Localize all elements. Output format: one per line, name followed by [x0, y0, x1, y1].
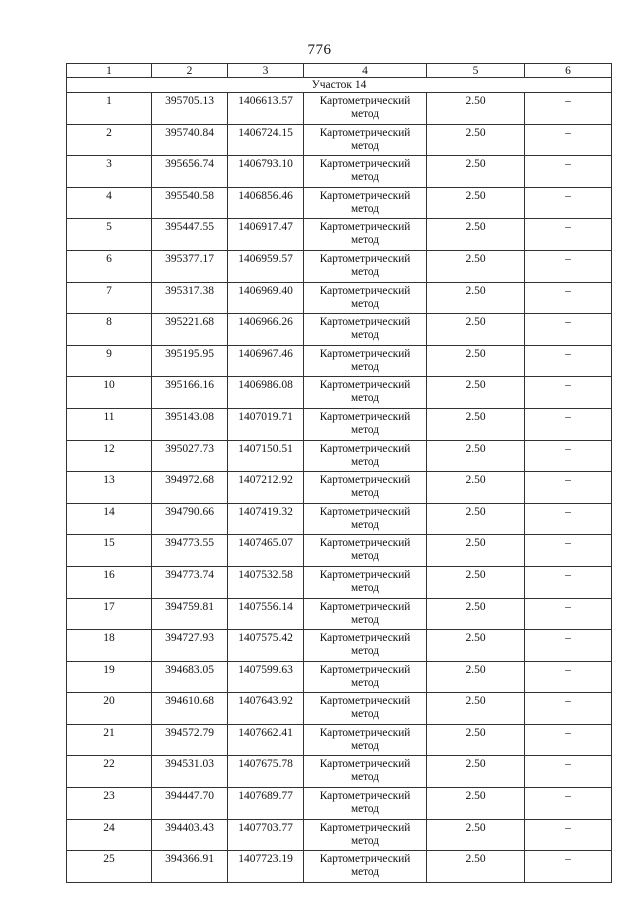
method-cell [304, 661, 427, 693]
method-line-1: Картометрический [319, 347, 411, 360]
table-row [67, 187, 612, 219]
note-cell: – [525, 282, 612, 314]
table-row [67, 156, 612, 188]
note-cell: – [525, 408, 612, 440]
accuracy-cell: 2.50 [427, 377, 525, 409]
method-cell [304, 219, 427, 251]
point-number-cell: 4 [67, 187, 152, 219]
note-cell: – [525, 566, 612, 598]
y-coordinate-cell: 1406917.47 [228, 219, 304, 251]
note-cell: – [525, 377, 612, 409]
table-row [67, 598, 612, 630]
point-number-cell: 10 [67, 377, 152, 409]
point-number-cell: 23 [67, 788, 152, 820]
y-coordinate-cell: 1407599.63 [228, 661, 304, 693]
column-header: 1 [67, 64, 152, 78]
column-header: 3 [228, 64, 304, 78]
method-line-2: метод [350, 455, 380, 468]
method-cell [304, 788, 427, 820]
accuracy-cell: 2.50 [427, 440, 525, 472]
method-line-2: метод [350, 771, 380, 784]
point-number-cell: 19 [67, 661, 152, 693]
method-line-1: Картометрический [319, 158, 411, 171]
y-coordinate-cell: 1407662.41 [228, 724, 304, 756]
method-cell [304, 314, 427, 346]
section-title-row [67, 78, 612, 93]
column-header: 6 [525, 64, 612, 78]
accuracy-cell: 2.50 [427, 724, 525, 756]
table-row [67, 377, 612, 409]
point-number-cell: 24 [67, 819, 152, 851]
note-cell: – [525, 93, 612, 125]
point-number-cell: 2 [67, 124, 152, 156]
method-line-1: Картометрический [319, 758, 411, 771]
y-coordinate-cell: 1407703.77 [228, 819, 304, 851]
accuracy-cell: 2.50 [427, 503, 525, 535]
point-number-cell: 6 [67, 250, 152, 282]
note-cell: – [525, 693, 612, 725]
note-cell: – [525, 472, 612, 504]
accuracy-cell: 2.50 [427, 693, 525, 725]
x-coordinate-cell: 394610.68 [152, 693, 228, 725]
method-cell [304, 440, 427, 472]
note-cell: – [525, 345, 612, 377]
note-cell: – [525, 598, 612, 630]
point-number-cell: 8 [67, 314, 152, 346]
method-line-1: Картометрический [319, 726, 411, 739]
table-row [67, 851, 612, 883]
table-row [67, 93, 612, 125]
y-coordinate-cell: 1407419.32 [228, 503, 304, 535]
method-line-1: Картометрический [319, 600, 411, 613]
method-line-2: метод [350, 392, 380, 405]
table-row [67, 124, 612, 156]
point-number-cell: 11 [67, 408, 152, 440]
method-line-2: метод [350, 360, 380, 373]
note-cell: – [525, 756, 612, 788]
method-line-1: Картометрический [319, 474, 411, 487]
method-cell [304, 156, 427, 188]
table-row [67, 345, 612, 377]
method-cell [304, 851, 427, 883]
x-coordinate-cell: 395377.17 [152, 250, 228, 282]
y-coordinate-cell: 1407689.77 [228, 788, 304, 820]
method-line-2: метод [350, 171, 380, 184]
y-coordinate-cell: 1406967.46 [228, 345, 304, 377]
method-line-2: метод [350, 866, 380, 879]
x-coordinate-cell: 394773.55 [152, 535, 228, 567]
method-line-2: метод [350, 108, 380, 120]
point-number-cell: 22 [67, 756, 152, 788]
y-coordinate-cell: 1406959.57 [228, 250, 304, 282]
method-line-1: Картометрический [319, 695, 411, 708]
method-line-1: Картометрический [319, 632, 411, 645]
method-cell [304, 693, 427, 725]
x-coordinate-cell: 394447.70 [152, 788, 228, 820]
point-number-cell: 20 [67, 693, 152, 725]
method-line-2: метод [350, 234, 380, 247]
method-line-1: Картометрический [319, 442, 411, 455]
x-coordinate-cell: 395705.13 [152, 93, 228, 125]
method-cell [304, 345, 427, 377]
y-coordinate-cell: 1407212.92 [228, 472, 304, 504]
method-cell [304, 630, 427, 662]
page-number: 776 [307, 42, 332, 58]
y-coordinate-cell: 1407643.92 [228, 693, 304, 725]
method-line-2: метод [350, 739, 380, 752]
x-coordinate-cell: 394683.05 [152, 661, 228, 693]
method-cell [304, 756, 427, 788]
method-cell [304, 282, 427, 314]
x-coordinate-cell: 394403.43 [152, 819, 228, 851]
column-header: 5 [427, 64, 525, 78]
point-number-cell: 1 [67, 93, 152, 125]
method-line-1: Картометрический [319, 95, 411, 107]
method-line-2: метод [350, 803, 380, 816]
y-coordinate-cell: 1407723.19 [228, 851, 304, 883]
table-row [67, 472, 612, 504]
note-cell: – [525, 156, 612, 188]
point-number-cell: 15 [67, 535, 152, 567]
x-coordinate-cell: 395740.84 [152, 124, 228, 156]
y-coordinate-cell: 1406986.08 [228, 377, 304, 409]
note-cell: – [525, 440, 612, 472]
method-line-1: Картометрический [319, 189, 411, 202]
note-cell: – [525, 819, 612, 851]
method-line-1: Картометрический [319, 316, 411, 329]
note-cell: – [525, 724, 612, 756]
accuracy-cell: 2.50 [427, 819, 525, 851]
accuracy-cell: 2.50 [427, 408, 525, 440]
x-coordinate-cell: 395166.16 [152, 377, 228, 409]
note-cell: – [525, 187, 612, 219]
accuracy-cell: 2.50 [427, 535, 525, 567]
method-line-2: метод [350, 581, 380, 594]
method-line-2: метод [350, 613, 380, 626]
y-coordinate-cell: 1407675.78 [228, 756, 304, 788]
table-row [67, 724, 612, 756]
point-number-cell: 7 [67, 282, 152, 314]
method-line-2: метод [350, 139, 380, 152]
method-line-2: метод [350, 202, 380, 215]
method-line-2: метод [350, 708, 380, 721]
accuracy-cell: 2.50 [427, 598, 525, 630]
point-number-cell: 17 [67, 598, 152, 630]
y-coordinate-cell: 1407556.14 [228, 598, 304, 630]
y-coordinate-cell: 1407575.42 [228, 630, 304, 662]
accuracy-cell: 2.50 [427, 345, 525, 377]
note-cell: – [525, 630, 612, 662]
method-cell [304, 124, 427, 156]
accuracy-cell: 2.50 [427, 250, 525, 282]
table-row [67, 630, 612, 662]
table-row [67, 788, 612, 820]
table-row [67, 503, 612, 535]
method-line-2: метод [350, 423, 380, 436]
accuracy-cell: 2.50 [427, 124, 525, 156]
method-cell [304, 250, 427, 282]
table-row [67, 756, 612, 788]
point-number-cell: 5 [67, 219, 152, 251]
accuracy-cell: 2.50 [427, 472, 525, 504]
y-coordinate-cell: 1406856.46 [228, 187, 304, 219]
note-cell: – [525, 661, 612, 693]
method-line-2: метод [350, 518, 380, 531]
accuracy-cell: 2.50 [427, 156, 525, 188]
point-number-cell: 18 [67, 630, 152, 662]
y-coordinate-cell: 1406793.10 [228, 156, 304, 188]
x-coordinate-cell: 394727.93 [152, 630, 228, 662]
y-coordinate-cell: 1407465.07 [228, 535, 304, 567]
y-coordinate-cell: 1407150.51 [228, 440, 304, 472]
method-cell [304, 408, 427, 440]
point-number-cell: 21 [67, 724, 152, 756]
method-line-1: Картометрический [319, 663, 411, 676]
note-cell: – [525, 788, 612, 820]
point-number-cell: 9 [67, 345, 152, 377]
x-coordinate-cell: 394572.79 [152, 724, 228, 756]
method-line-1: Картометрический [319, 568, 411, 581]
x-coordinate-cell: 394531.03 [152, 756, 228, 788]
method-line-1: Картометрический [319, 505, 411, 518]
point-number-cell: 25 [67, 851, 152, 883]
method-line-2: метод [350, 550, 380, 563]
method-line-1: Картометрический [319, 252, 411, 265]
note-cell: – [525, 250, 612, 282]
table-row [67, 819, 612, 851]
note-cell: – [525, 535, 612, 567]
x-coordinate-cell: 395221.68 [152, 314, 228, 346]
method-line-2: метод [350, 297, 380, 310]
note-cell: – [525, 314, 612, 346]
accuracy-cell: 2.50 [427, 187, 525, 219]
method-cell [304, 819, 427, 851]
method-line-1: Картометрический [319, 284, 411, 297]
note-cell: – [525, 124, 612, 156]
note-cell: – [525, 851, 612, 883]
table-row [67, 282, 612, 314]
method-line-2: метод [350, 834, 380, 847]
table-row [67, 219, 612, 251]
method-line-2: метод [350, 645, 380, 658]
x-coordinate-cell: 395317.38 [152, 282, 228, 314]
table-row [67, 408, 612, 440]
table-row [67, 566, 612, 598]
x-coordinate-cell: 395447.55 [152, 219, 228, 251]
method-line-1: Картометрический [319, 410, 411, 423]
accuracy-cell: 2.50 [427, 566, 525, 598]
y-coordinate-cell: 1407019.71 [228, 408, 304, 440]
y-coordinate-cell: 1406969.40 [228, 282, 304, 314]
method-line-2: метод [350, 329, 380, 342]
x-coordinate-cell: 394366.91 [152, 851, 228, 883]
method-cell [304, 598, 427, 630]
method-cell [304, 93, 427, 125]
accuracy-cell: 2.50 [427, 282, 525, 314]
table-row [67, 661, 612, 693]
coordinates-table [66, 63, 612, 883]
point-number-cell: 3 [67, 156, 152, 188]
x-coordinate-cell: 395656.74 [152, 156, 228, 188]
table-row [67, 535, 612, 567]
method-line-1: Картометрический [319, 221, 411, 234]
point-number-cell: 14 [67, 503, 152, 535]
column-header: 4 [304, 64, 427, 78]
x-coordinate-cell: 395195.95 [152, 345, 228, 377]
note-cell: – [525, 503, 612, 535]
method-cell [304, 472, 427, 504]
method-cell [304, 377, 427, 409]
method-line-1: Картометрический [319, 126, 411, 139]
section-title: Участок 14 [67, 78, 612, 93]
table-row [67, 314, 612, 346]
x-coordinate-cell: 394972.68 [152, 472, 228, 504]
accuracy-cell: 2.50 [427, 756, 525, 788]
y-coordinate-cell: 1406724.15 [228, 124, 304, 156]
point-number-cell: 16 [67, 566, 152, 598]
accuracy-cell: 2.50 [427, 219, 525, 251]
method-line-2: метод [350, 487, 380, 500]
method-cell [304, 724, 427, 756]
method-line-1: Картометрический [319, 821, 411, 834]
x-coordinate-cell: 394790.66 [152, 503, 228, 535]
method-line-2: метод [350, 265, 380, 278]
method-line-1: Картометрический [319, 790, 411, 803]
x-coordinate-cell: 395143.08 [152, 408, 228, 440]
y-coordinate-cell: 1407532.58 [228, 566, 304, 598]
x-coordinate-cell: 395540.58 [152, 187, 228, 219]
method-cell [304, 503, 427, 535]
column-header-row [67, 64, 612, 78]
table-row [67, 693, 612, 725]
x-coordinate-cell: 394773.74 [152, 566, 228, 598]
note-cell: – [525, 219, 612, 251]
accuracy-cell: 2.50 [427, 93, 525, 125]
point-number-cell: 13 [67, 472, 152, 504]
point-number-cell: 12 [67, 440, 152, 472]
y-coordinate-cell: 1406613.57 [228, 93, 304, 125]
y-coordinate-cell: 1406966.26 [228, 314, 304, 346]
x-coordinate-cell: 395027.73 [152, 440, 228, 472]
accuracy-cell: 2.50 [427, 661, 525, 693]
table-row [67, 250, 612, 282]
method-cell [304, 535, 427, 567]
column-header: 2 [152, 64, 228, 78]
method-line-1: Картометрический [319, 537, 411, 550]
table-row [67, 440, 612, 472]
method-cell [304, 566, 427, 598]
method-cell [304, 187, 427, 219]
accuracy-cell: 2.50 [427, 851, 525, 883]
accuracy-cell: 2.50 [427, 788, 525, 820]
method-line-2: метод [350, 676, 380, 689]
accuracy-cell: 2.50 [427, 630, 525, 662]
method-line-1: Картометрический [319, 379, 411, 392]
accuracy-cell: 2.50 [427, 314, 525, 346]
x-coordinate-cell: 394759.81 [152, 598, 228, 630]
method-line-1: Картометрический [319, 853, 411, 866]
